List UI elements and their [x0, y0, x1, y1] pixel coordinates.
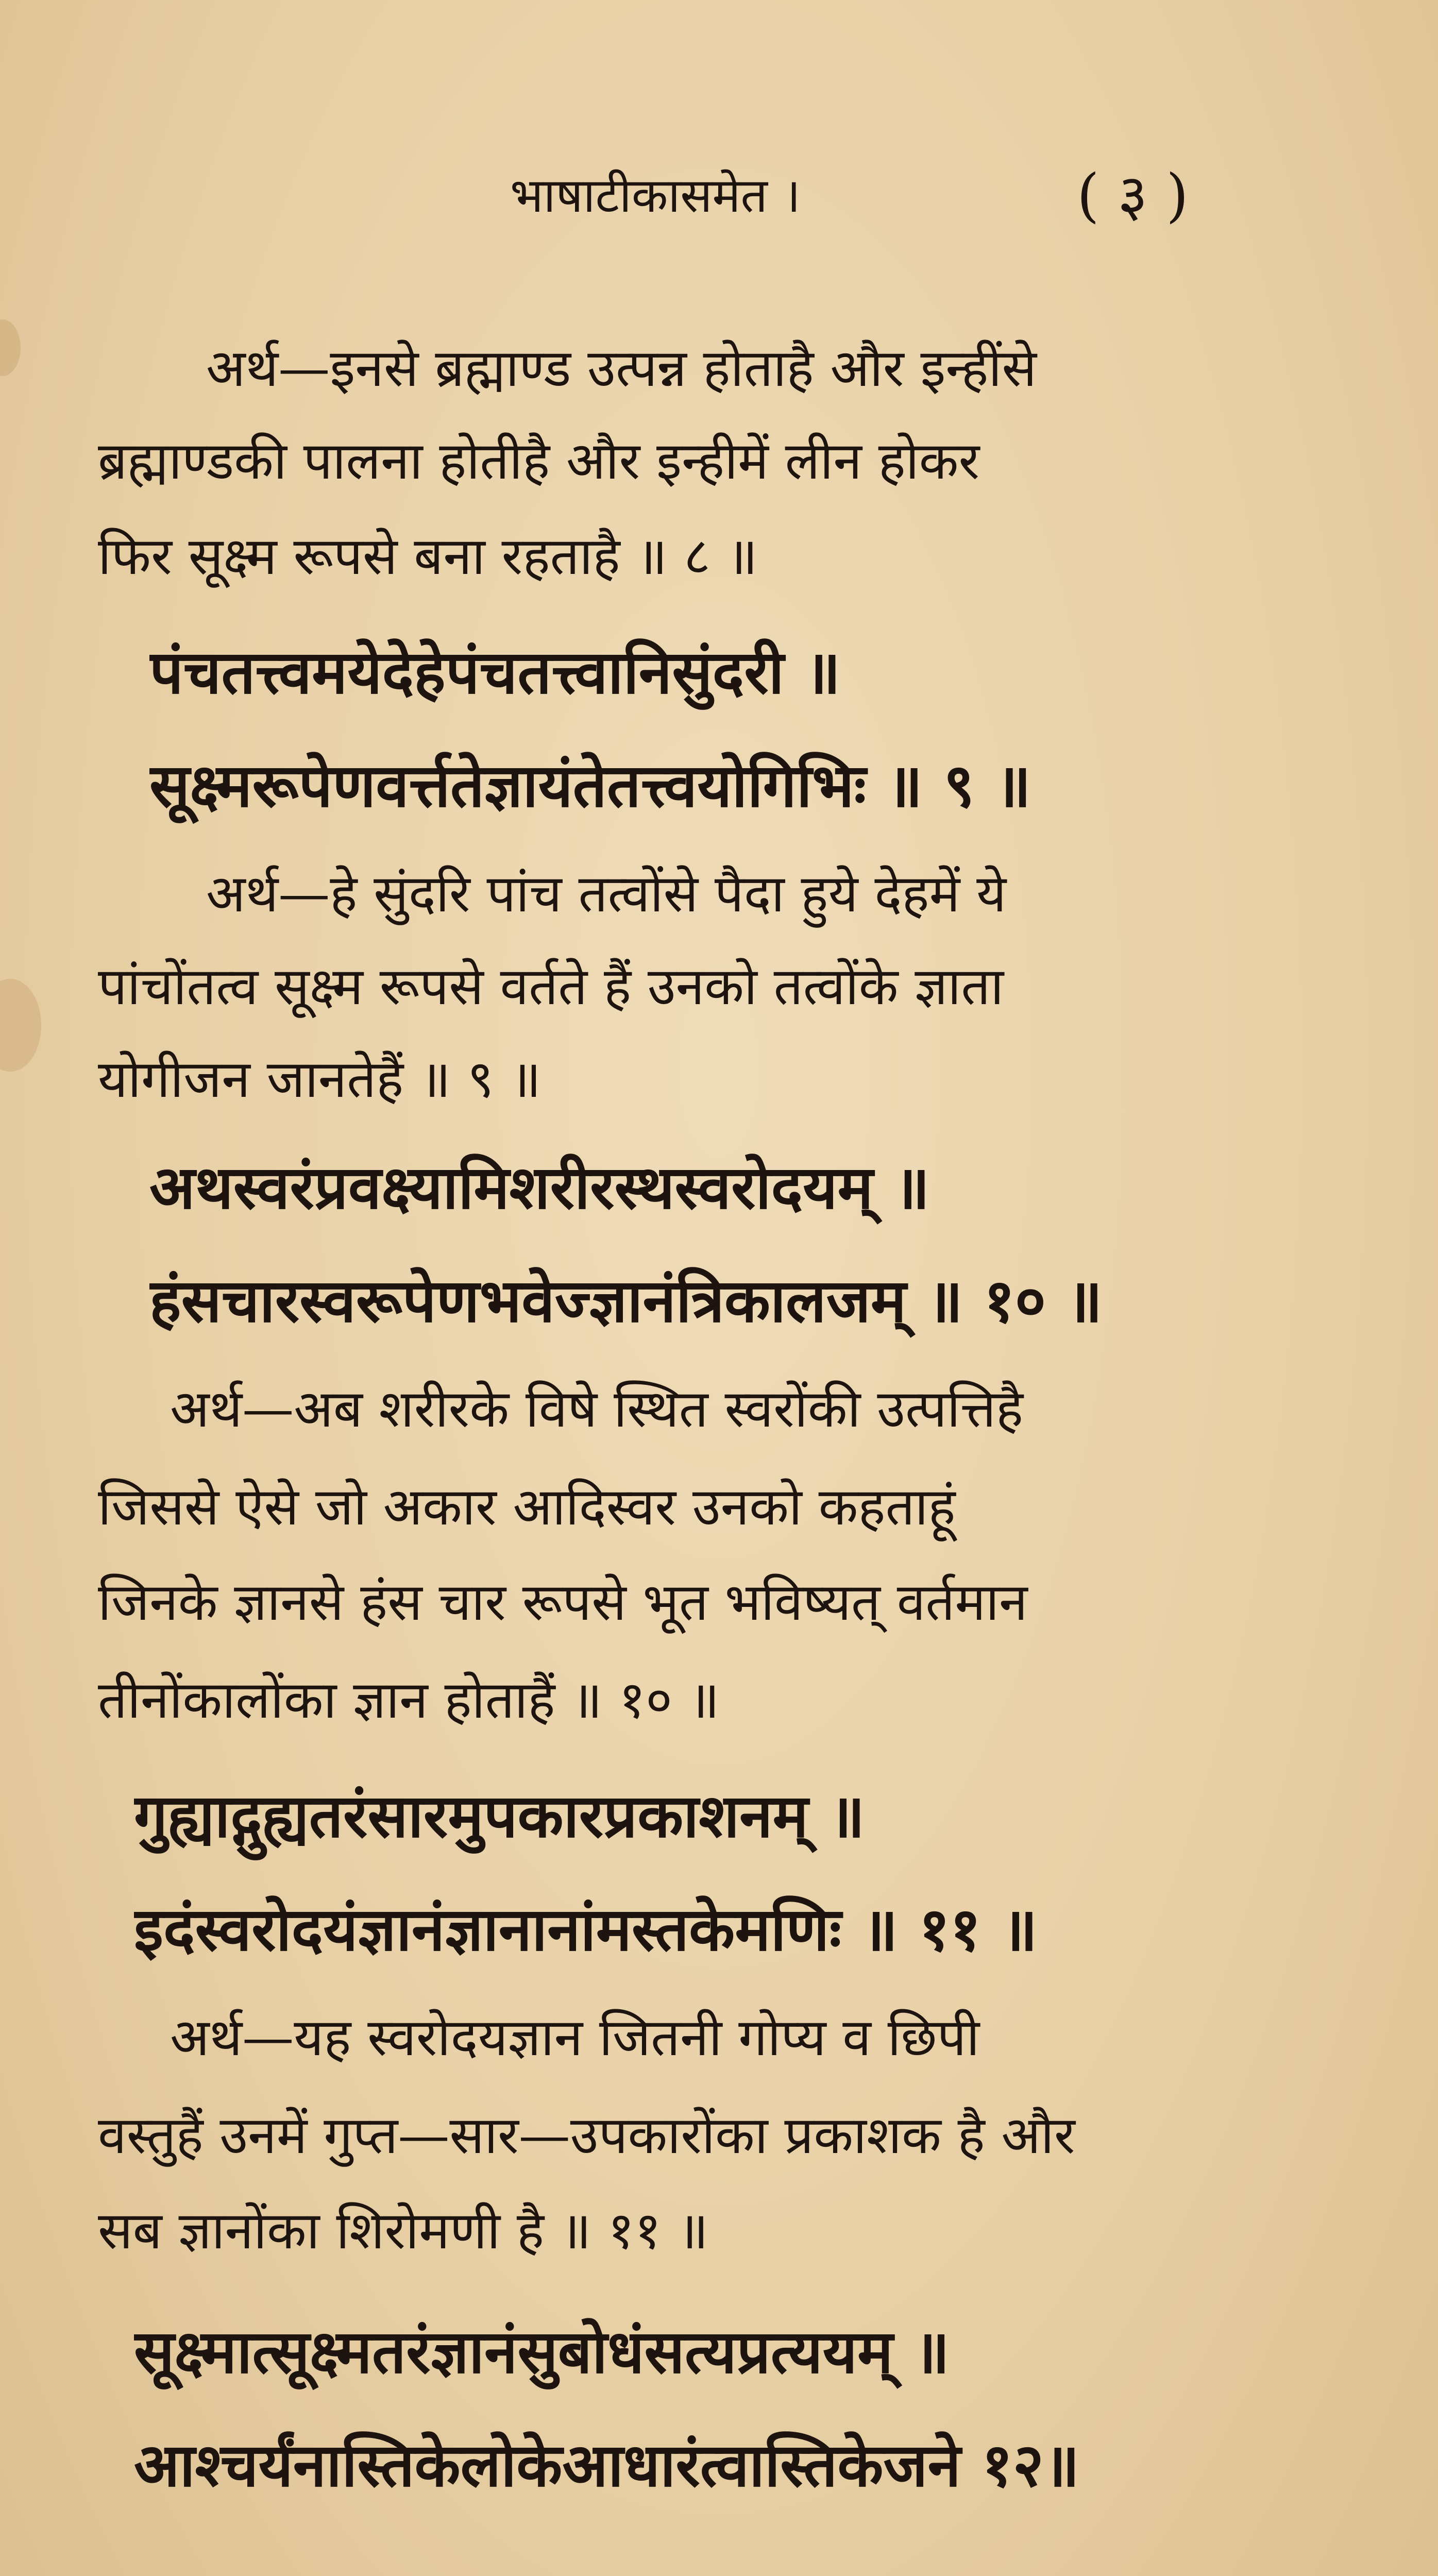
age-stain	[0, 319, 21, 376]
commentary-line: जिससे ऐसे जो अकार आदिस्वर उनको कहताहूं	[98, 1477, 956, 1537]
age-stain	[0, 979, 41, 1072]
verse-line: आश्चर्यंनास्तिकेलोकेआधारंत्वास्तिकेजने १२॥	[134, 2430, 1080, 2500]
verse-line: गुह्याद्गुह्यतरंसारमुपकारप्रकाशनम् ॥	[134, 1781, 865, 1851]
commentary-line: पांचोंतत्व सूक्ष्म रूपसे वर्तते हैं उनको तत्वोंके ज्ञाता	[98, 956, 1004, 1016]
commentary-line: तीनोंकालोंका ज्ञान होताहैं ॥ १० ॥	[98, 1670, 720, 1730]
page-header	[0, 155, 1438, 237]
commentary-line: अर्थ—इनसे ब्रह्माण्ड उत्पन्न होताहै और इन्हींसे	[206, 338, 1037, 398]
running-title: भाषाटीकासमेत ।	[510, 168, 801, 223]
commentary-line: सब ज्ञानोंका शिरोमणी है ॥ ११ ॥	[98, 2200, 709, 2261]
commentary-line: अर्थ—हे सुंदरि पांच तत्वोंसे पैदा हुये देहमें ये	[206, 863, 1007, 924]
commentary-line: जिनके ज्ञानसे हंस चार रूपसे भूत भविष्यत् वर्तमान	[98, 1572, 1028, 1632]
verse-line: इदंस्वरोदयंज्ञानंज्ञानानांमस्तकेमणिः ॥ ११ ॥	[134, 1894, 1038, 1964]
verse-line: अथस्वरंप्रवक्ष्यामिशरीरस्थस्वरोदयम् ॥	[149, 1153, 930, 1223]
verse-line: पंचतत्त्वमयेदेहेपंचतत्त्वानिसुंदरी ॥	[149, 637, 841, 707]
verse-line: हंसचारस्वरूपेणभवेज्ज्ञानंत्रिकालजम् ॥ १० ॥	[149, 1266, 1103, 1336]
commentary-line: अर्थ—यह स्वरोदयज्ञान जितनी गोप्य व छिपी	[170, 2007, 980, 2067]
verse-line: सूक्ष्मरूपेणवर्त्ततेज्ञायंतेतत्त्वयोगिभिः ॥ ९ ॥	[149, 751, 1031, 821]
verse-line: सूक्ष्मात्सूक्ष्मतरंज्ञानंसुबोधंसत्यप्रत्ययम् ॥	[134, 2317, 950, 2387]
commentary-line: अर्थ—अब शरीरके विषे स्थित स्वरोंकी उत्पत्तिहै	[170, 1379, 1023, 1439]
commentary-line: वस्तुहैं उनमें गुप्त—सार—उपकारोंका प्रकाशक है और	[98, 2105, 1075, 2165]
commentary-line: फिर सूक्ष्म रूपसे बना रहताहै ॥ ८ ॥	[98, 526, 758, 586]
commentary-line: ब्रह्माण्डकी पालना होतीहै और इन्हीमें लीन होकर	[98, 431, 980, 491]
commentary-line: योगीजन जानतेहैं ॥ ९ ॥	[98, 1049, 542, 1109]
page-number: ( ३ )	[1077, 162, 1189, 229]
